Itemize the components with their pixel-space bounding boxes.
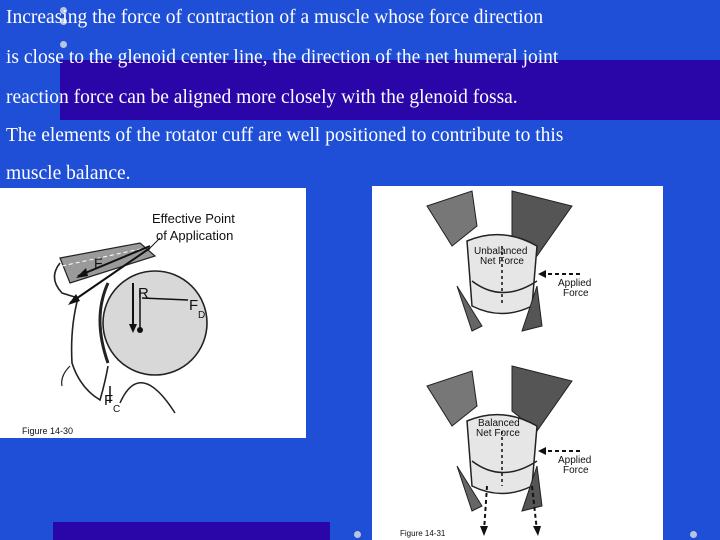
unbalanced-panel [427, 191, 591, 331]
effective-point-label: Effective Point [152, 211, 235, 226]
force-r-label: R [138, 285, 149, 302]
force-fd-label: F [189, 297, 199, 314]
bullet-dot [690, 531, 697, 538]
body-text-line-5: muscle balance. [6, 163, 131, 184]
force-f-label: F [94, 255, 103, 271]
figure-effective-point [0, 188, 306, 438]
balanced-label: Balanced [478, 418, 520, 429]
force-fc-label: F [104, 392, 114, 409]
body-text-line-1: Increasing the force of contraction of a muscle whose force direction [6, 7, 544, 28]
force-fc-subscript: C [113, 404, 121, 415]
applied-force-label-bottom-2: Force [563, 465, 589, 476]
unbalanced-label: Unbalanced [474, 246, 528, 257]
body-text-line-4: The elements of the rotator cuff are well positioned to contribute to this [6, 125, 564, 146]
application-label: of Application [156, 228, 234, 243]
figure-balanced-forces [372, 186, 663, 540]
applied-force-label-bottom: Applied [558, 455, 592, 466]
bottom-accent-bar [53, 522, 330, 540]
balanced-net-force-label: Net Force [476, 428, 520, 439]
applied-force-label-top-2: Force [563, 288, 589, 299]
figure-caption-right: Figure 14-31 [400, 529, 446, 538]
bullet-dot [354, 531, 361, 538]
figure-caption-left: Figure 14-30 [22, 426, 74, 436]
shoulder-diagram-left [0, 188, 306, 438]
balanced-panel [427, 366, 591, 536]
body-text-line-2: is close to the glenoid center line, the direction of the net humeral joint [6, 47, 559, 68]
body-text-line-3: reaction force can be aligned more closely with the glenoid fossa. [6, 87, 518, 108]
applied-force-label-top: Applied [558, 278, 592, 289]
shoulder-diagram-right [372, 186, 663, 540]
unbalanced-net-force-label: Net Force [480, 256, 524, 267]
force-fd-subscript: D [198, 310, 206, 321]
